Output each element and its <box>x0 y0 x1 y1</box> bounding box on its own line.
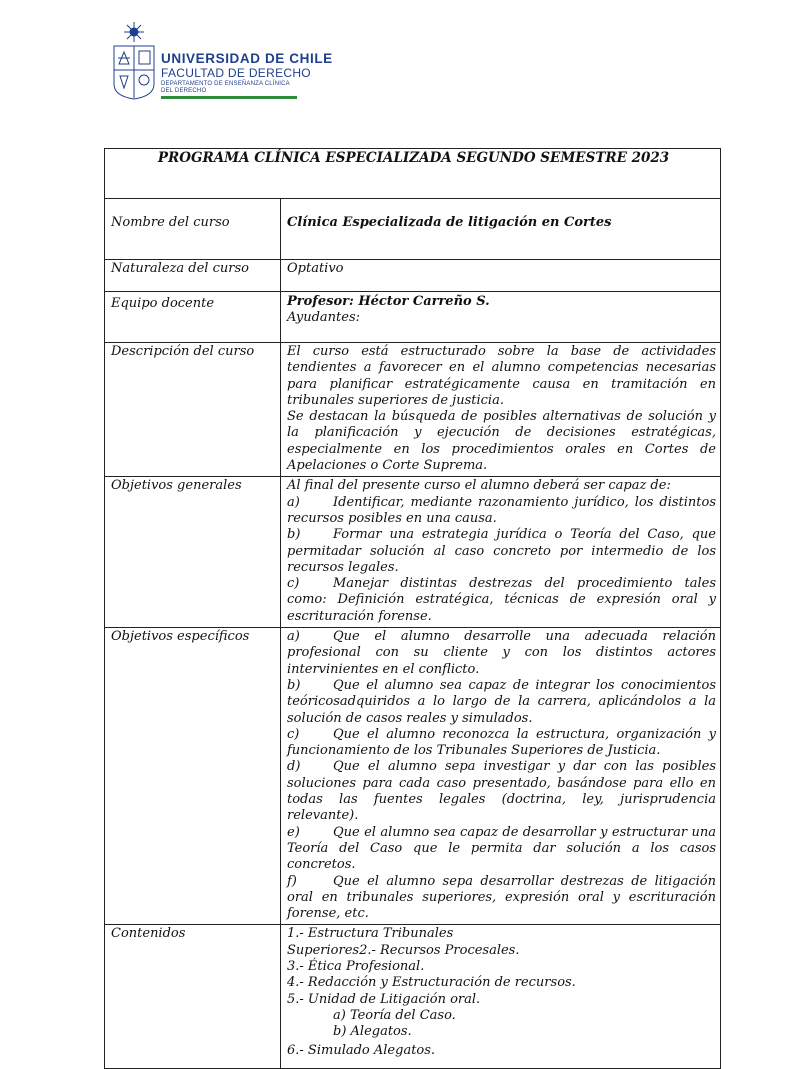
general-objectives-value <box>281 477 721 628</box>
description-label: Descripción del curso <box>105 343 281 477</box>
objective-item <box>287 527 716 576</box>
objective-item <box>287 678 716 727</box>
professor-name: Profesor: Héctor Carreño S. <box>287 294 490 309</box>
course-name-value: Clínica Especializada de litigación en Cortes <box>281 199 721 260</box>
item-text: Que el alumno sea capaz de integrar los conocimientos teóricosadquiridos a lo largo de la carrera, aplicándolos a la solución de casos reales y simulados. <box>287 677 716 726</box>
item-marker: a) <box>287 629 300 645</box>
team-value <box>281 292 721 343</box>
department-name-line2: DEL DERECHO <box>161 88 207 94</box>
program-table <box>104 148 721 1069</box>
course-name-label: Nombre del curso <box>105 199 281 260</box>
faculty-name: FACULTAD DE DERECHO <box>161 66 311 80</box>
item-text: Identificar, mediante razonamiento jurídico, los distintos recursos posibles en una causa. <box>287 494 716 526</box>
specific-objectives-label: Objetivos específicos <box>105 628 281 925</box>
contents-line: 5.- Unidad de Litigación oral. <box>287 991 481 1007</box>
item-marker: e) <box>287 824 300 840</box>
item-text: Que el alumno reconozca la estructura, organización y funcionamiento de los Tribunales Superiores de Justicia. <box>287 726 716 759</box>
objective-item <box>287 874 716 923</box>
contents-line: 6.- Simulado Alegatos. <box>287 1043 436 1059</box>
item-text: Que el alumno sepa investigar y dar con las posibles soluciones para cada caso presentado, basándose para ello en todas las fuentes legales (doctrina, ley, jurisprudencia relevante). <box>287 759 716 824</box>
description-value <box>281 343 721 477</box>
specific-objectives-row <box>105 628 721 925</box>
university-crest-icon <box>112 22 156 100</box>
contents-row <box>105 925 721 1069</box>
general-objectives-intro: Al final del presente curso el alumno deberá ser capaz de: <box>287 478 671 494</box>
objective-item <box>287 495 716 528</box>
item-text: Que el alumno desarrolle una adecuada relación profesional con su cliente y con los distintos actores intervinientes en el conflicto. <box>287 629 716 677</box>
general-objectives-label: Objetivos generales <box>105 477 281 628</box>
description-row <box>105 343 721 477</box>
team-row <box>105 292 721 343</box>
contents-line: 4.- Redacción y Estructuración de recursos. <box>287 975 576 991</box>
item-marker: c) <box>287 576 300 592</box>
specific-objectives-value <box>281 628 721 925</box>
description-paragraph: El curso está estructurado sobre la base de actividades tendientes a favorecer en el alumno competencias necesarias para planificar estratégicamente causa en tramitación en tribunales superiores de justicia. <box>287 344 716 408</box>
objective-item <box>287 576 716 625</box>
item-marker: b) <box>287 677 301 693</box>
objective-item <box>287 727 716 760</box>
contents-subitem: a) Teoría del Caso. <box>333 1007 456 1023</box>
brand-divider <box>161 96 297 99</box>
contents-line: 3.- Ética Profesional. <box>287 958 425 974</box>
university-name: UNIVERSIDAD DE CHILE <box>161 51 333 66</box>
item-marker: d) <box>287 759 301 775</box>
item-marker: a) <box>287 494 300 510</box>
item-marker: f) <box>287 873 297 889</box>
objective-item <box>287 825 716 874</box>
item-text: Manejar distintas destrezas del procedimiento tales como: Definición estratégica, técnicas de expresión oral y escrituración forense. <box>287 576 716 624</box>
contents-label: Contenidos <box>105 925 281 1069</box>
objective-item <box>287 629 716 678</box>
nature-value: Optativo <box>281 260 721 292</box>
objective-item <box>287 759 716 824</box>
team-label: Equipo docente <box>105 292 281 343</box>
course-name-row <box>105 199 721 260</box>
contents-line: 1.- Estructura Tribunales <box>287 926 454 942</box>
contents-line: Superiores2.- Recursos Procesales. <box>287 942 520 958</box>
department-name-line1: DEPARTAMENTO DE ENSEÑANZA CLÍNICA <box>161 81 290 87</box>
university-logo <box>112 22 333 102</box>
title-row <box>105 149 721 199</box>
program-title: PROGRAMA CLÍNICA ESPECIALIZADA SEGUNDO SEMESTRE 2023 <box>105 149 721 199</box>
item-marker: b) <box>287 527 301 543</box>
item-text: Formar una estrategia jurídica o Teoría del Caso, que permitadar solución al caso concreto por intermedio de los recursos legales. <box>287 527 716 575</box>
general-objectives-row <box>105 477 721 628</box>
item-text: Que el alumno sepa desarrollar destrezas de litigación oral en tribunales superiores, expresión oral y escrituración forense, etc. <box>287 873 716 922</box>
nature-row <box>105 260 721 292</box>
nature-label: Naturaleza del curso <box>105 260 281 292</box>
item-marker: c) <box>287 726 300 742</box>
contents-value <box>281 925 721 1069</box>
item-text: Que el alumno sea capaz de desarrollar y estructurar una Teoría del Caso que le permita dar solución a los casos concretos. <box>287 824 716 873</box>
contents-subitem: b) Alegatos. <box>333 1024 412 1040</box>
description-paragraph: Se destacan la búsqueda de posibles alternativas de solución y la planificación y ejecución de decisiones estratégicas, especialmente en los procedimientos orales en Cortes de Apelaciones o Corte Suprema. <box>287 409 716 474</box>
assistants-label: Ayudantes: <box>287 310 360 326</box>
